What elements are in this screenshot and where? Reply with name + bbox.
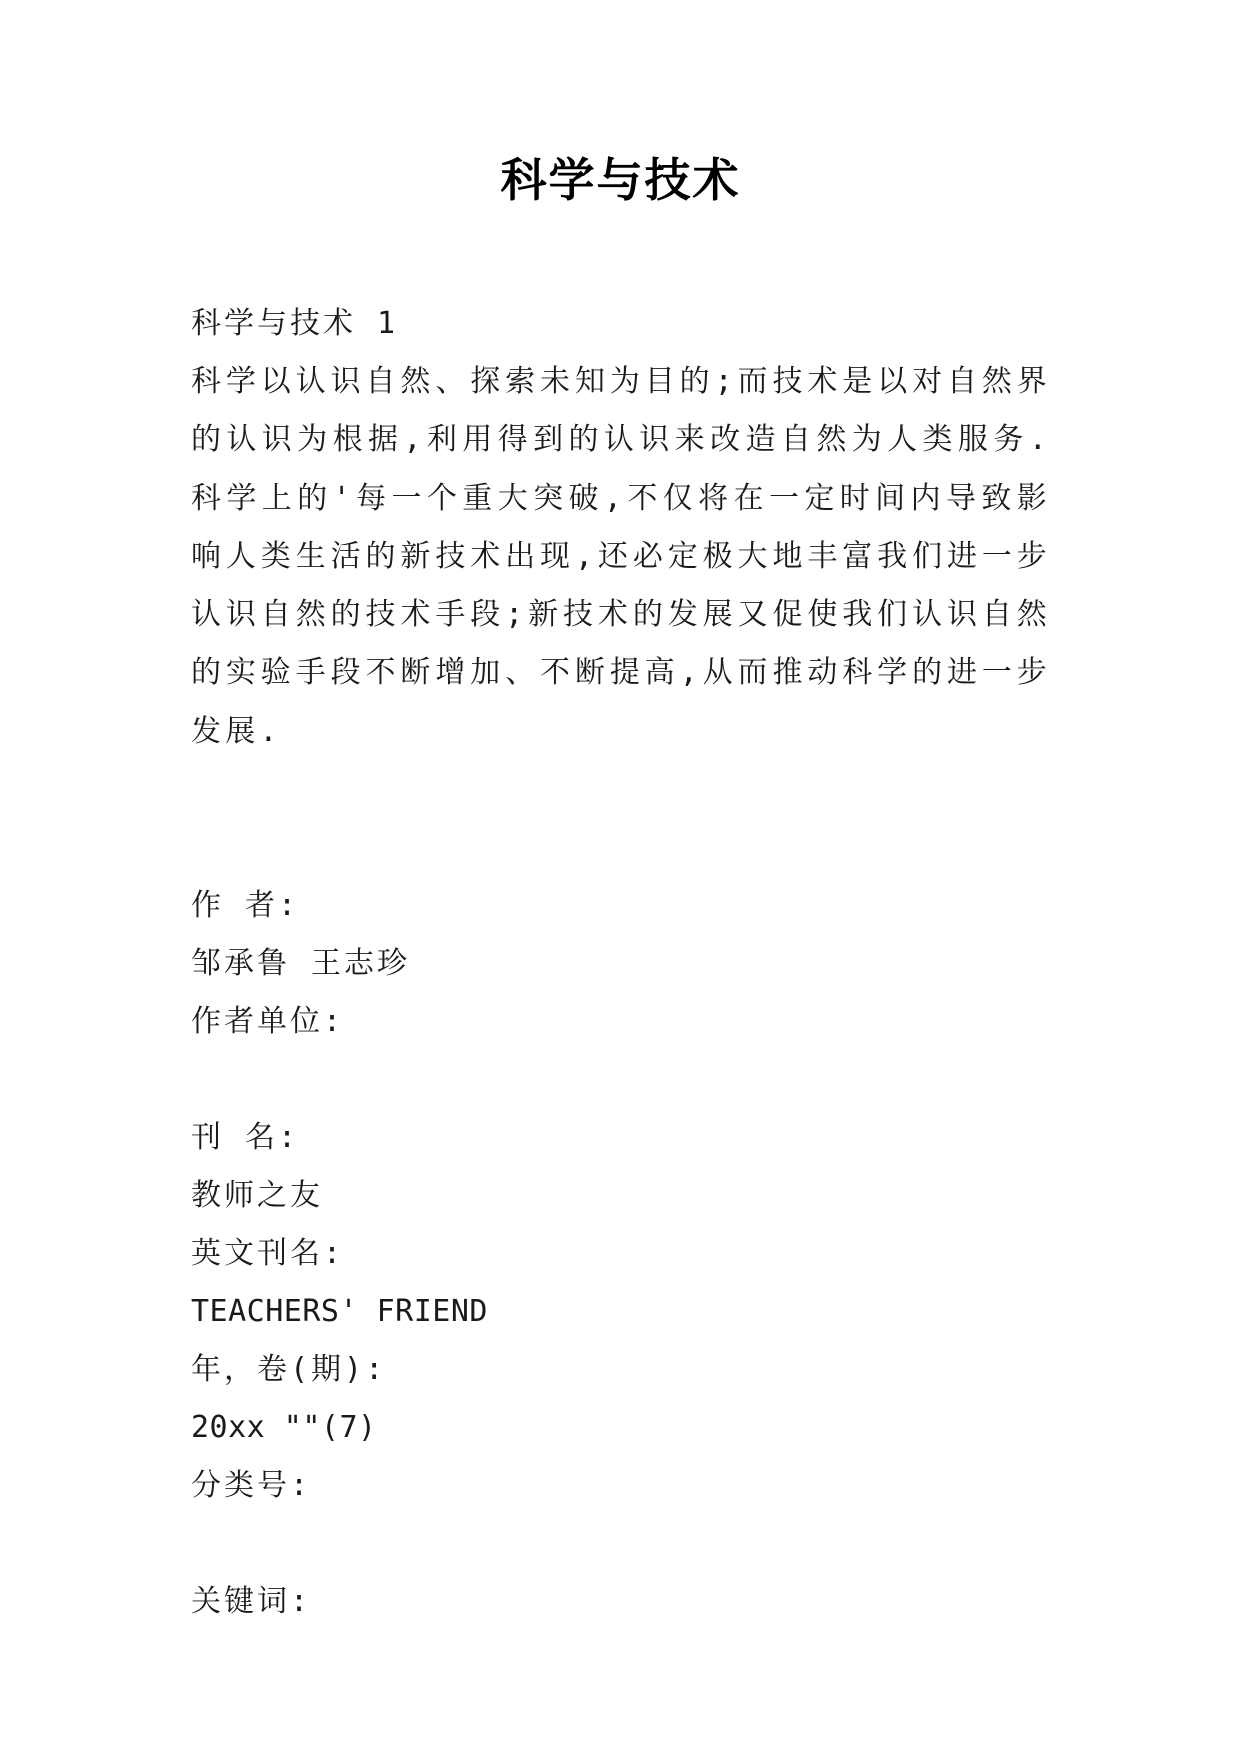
document-title: 科学与技术 [500,153,741,207]
author-label: 作 者: [191,888,300,924]
author-value: 邹承鲁 王志珍 [191,946,411,982]
english-journal-label: 英文刊名: [191,1236,345,1272]
year-volume-label: 年，卷(期): [191,1352,387,1388]
year-volume-value: 20xx ""(7) [191,1410,377,1446]
section-heading: 科学与技术 1 [191,306,399,341]
document-body [191,295,1051,1631]
journal-value: 教师之友 [191,1178,323,1214]
keywords-label: 关键词: [191,1584,312,1620]
body-paragraph: 科学以认识自然、探索未知为目的;而技术是以对自然界的认识为根据,利用得到的认识来改造自然为人类服务.科学上的'每一个重大突破,不仅将在一定时间内导致影响人类生活的新技术出现,还必定极大地丰富我们进一步认识自然的技术手段;新技术的发展又促使我们认识自然的实验手段不断增加、不断提高,从而推动科学的进一步发展. [191,364,1051,749]
classification-label: 分类号: [191,1468,312,1504]
spacer [191,1515,1051,1573]
spacer [191,1051,1051,1109]
spacer [191,761,1051,877]
journal-label: 刊 名: [191,1120,300,1156]
affiliation-label: 作者单位: [191,1004,345,1040]
english-journal-value: TEACHERS' FRIEND [191,1294,488,1330]
